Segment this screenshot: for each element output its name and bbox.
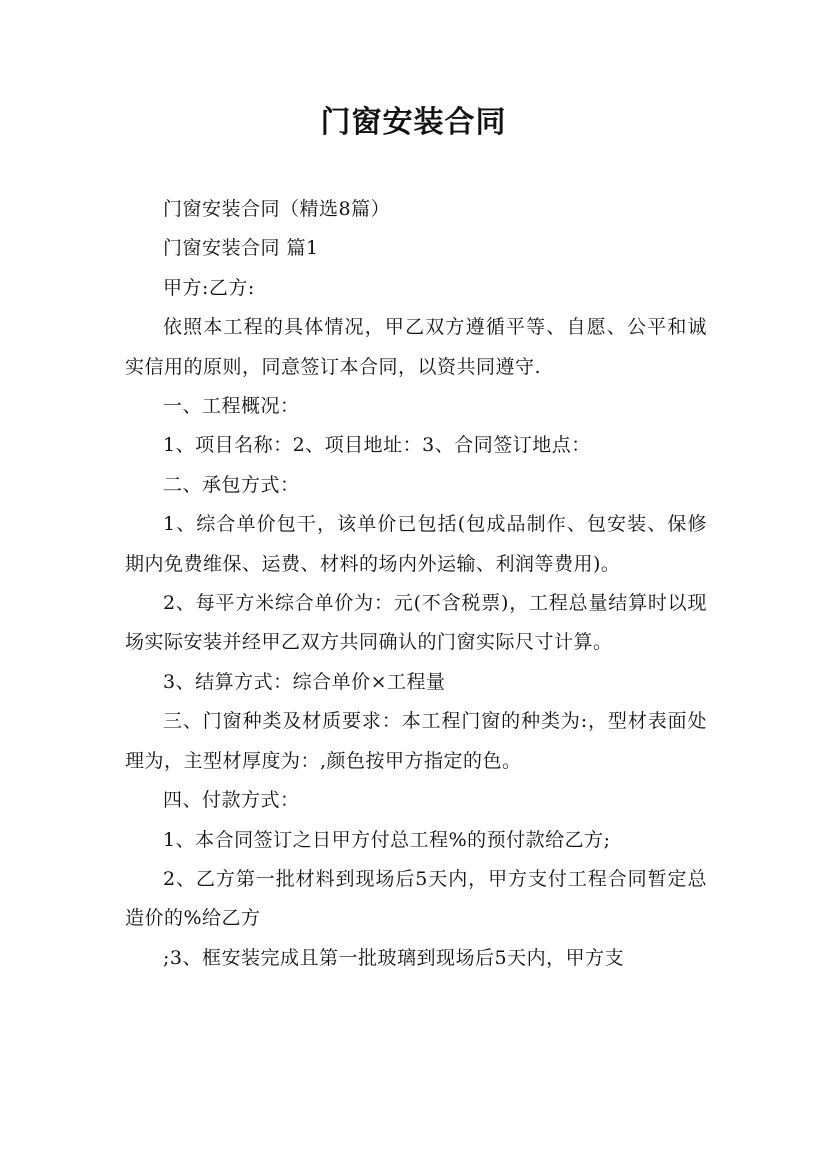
paragraph-payment-3: ;3、框安装完成且第一批玻璃到现场后5天内，甲方支 (163, 946, 625, 969)
paragraph-project-info: 1、项目名称：2、项目地址：3、合同签订地点： (163, 434, 591, 457)
paragraph-heading-contract-method: 二、承包方式： (163, 473, 300, 496)
paragraph-section-heading: 门窗安装合同 篇1 (163, 237, 319, 260)
paragraph-preamble: 依照本工程的具体情况，甲乙双方遵循平等、自愿、公平和诚实信用的原则，同意签订本合同，以资共同遵守. (125, 316, 707, 378)
document-title: 门窗安装合同 (320, 105, 507, 140)
paragraph-price-per-sqm: 2、每平方米综合单价为：元(不含税票)，工程总量结算时以现场实际安装并经甲乙双方共同确认的门窗实际尺寸计算。 (125, 592, 707, 654)
paragraph-payment-2: 2、乙方第一批材料到现场后5天内，甲方支付工程合同暂定总造价的%给乙方 (125, 867, 707, 930)
paragraph-material-requirements: 三、门窗种类及材质要求：本工程门窗的种类为:，型材表面处理为，主型材厚度为：,颜色按甲方指定的色。 (125, 710, 707, 772)
paragraph-parties: 甲方:乙方: (163, 276, 255, 299)
paragraph-heading-payment: 四、付款方式： (163, 789, 300, 812)
paragraph-unit-price: 1、综合单价包干，该单价已包括(包成品制作、包安装、保修期内免费维保、运费、材料的场内外运输、利润等费用)。 (125, 513, 707, 575)
paragraph-subtitle: 门窗安装合同（精选8篇） (163, 198, 391, 220)
paragraph-settlement: 3、结算方式：综合单价×工程量 (163, 670, 446, 693)
paragraph-payment-1: 1、本合同签订之日甲方付总工程%的预付款给乙方; (163, 828, 611, 851)
document-body (125, 190, 707, 978)
paragraph-heading-overview: 一、工程概况： (163, 395, 300, 418)
